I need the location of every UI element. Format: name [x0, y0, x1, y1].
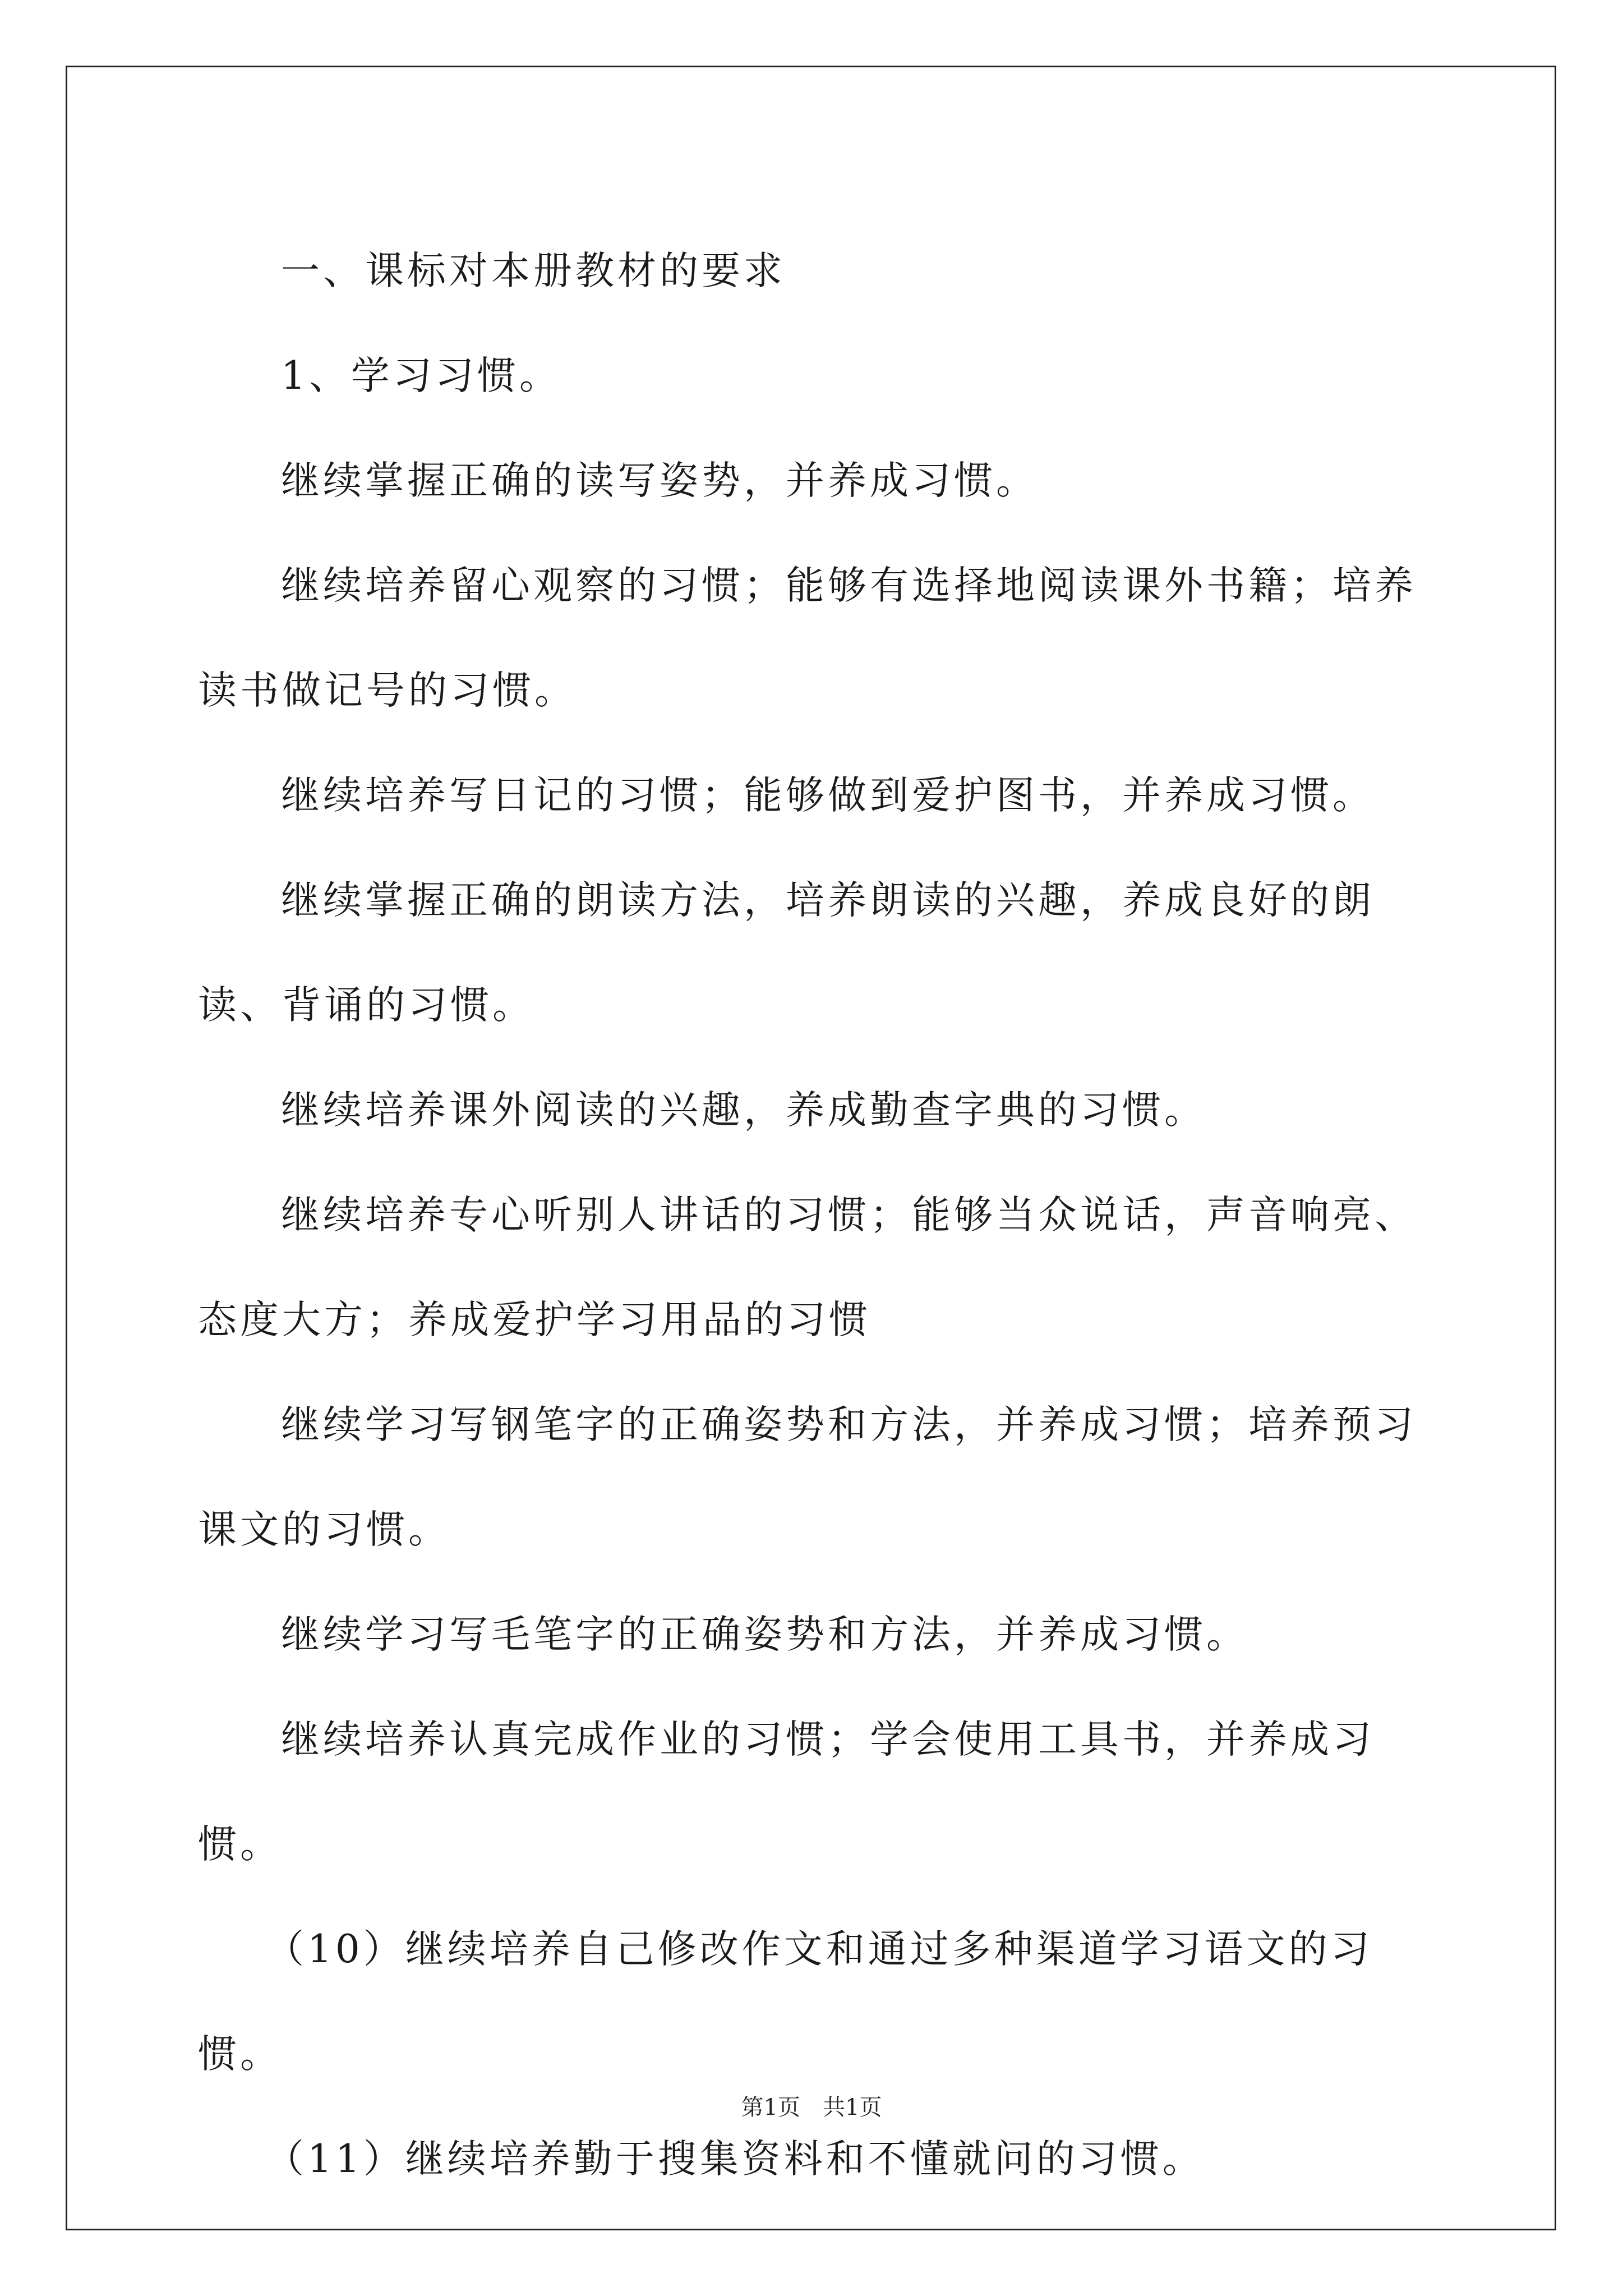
body-paragraph: （11）继续培养勤于搜集资料和不懂就问的习惯。 — [265, 2137, 1205, 2182]
body-paragraph: 继续培养认真完成作业的习惯；学会使用工具书，并养成习惯。 — [198, 1717, 1375, 1867]
subsection-heading: 1、学习习惯。 — [281, 353, 561, 398]
body-paragraph: 继续培养课外阅读的兴趣，养成勤查字典的习惯。 — [281, 1088, 1206, 1133]
body-paragraph: 继续培养专心听别人讲话的习惯；能够当众说话，声音响亮、态度大方；养成爱护学习用品的习惯 — [198, 1193, 1417, 1342]
body-paragraph: 继续培养留心观察的习惯；能够有选择地阅读课外书籍；培养读书做记号的习惯。 — [198, 563, 1417, 713]
body-paragraph: 继续学习写毛笔字的正确姿势和方法，并养成习惯。 — [281, 1612, 1248, 1657]
body-paragraph: 继续学习写钢笔字的正确姿势和方法，并养成习惯；培养预习课文的习惯。 — [198, 1402, 1417, 1552]
body-paragraph: 继续培养写日记的习惯；能够做到爱护图书，并养成习惯。 — [281, 773, 1375, 818]
body-paragraph: （10）继续培养自己修改作文和通过多种渠道学习语文的习惯。 — [198, 1927, 1373, 2077]
body-paragraph: 继续掌握正确的读写姿势，并养成习惯。 — [281, 458, 1038, 503]
body-paragraph: 继续掌握正确的朗读方法，培养朗读的兴趣，养成良好的朗读、背诵的习惯。 — [198, 878, 1375, 1028]
document-body — [198, 219, 1426, 2212]
page-footer: 第1页 共1页 — [741, 2095, 882, 2120]
section-heading: 一、课标对本册教材的要求 — [281, 249, 786, 293]
